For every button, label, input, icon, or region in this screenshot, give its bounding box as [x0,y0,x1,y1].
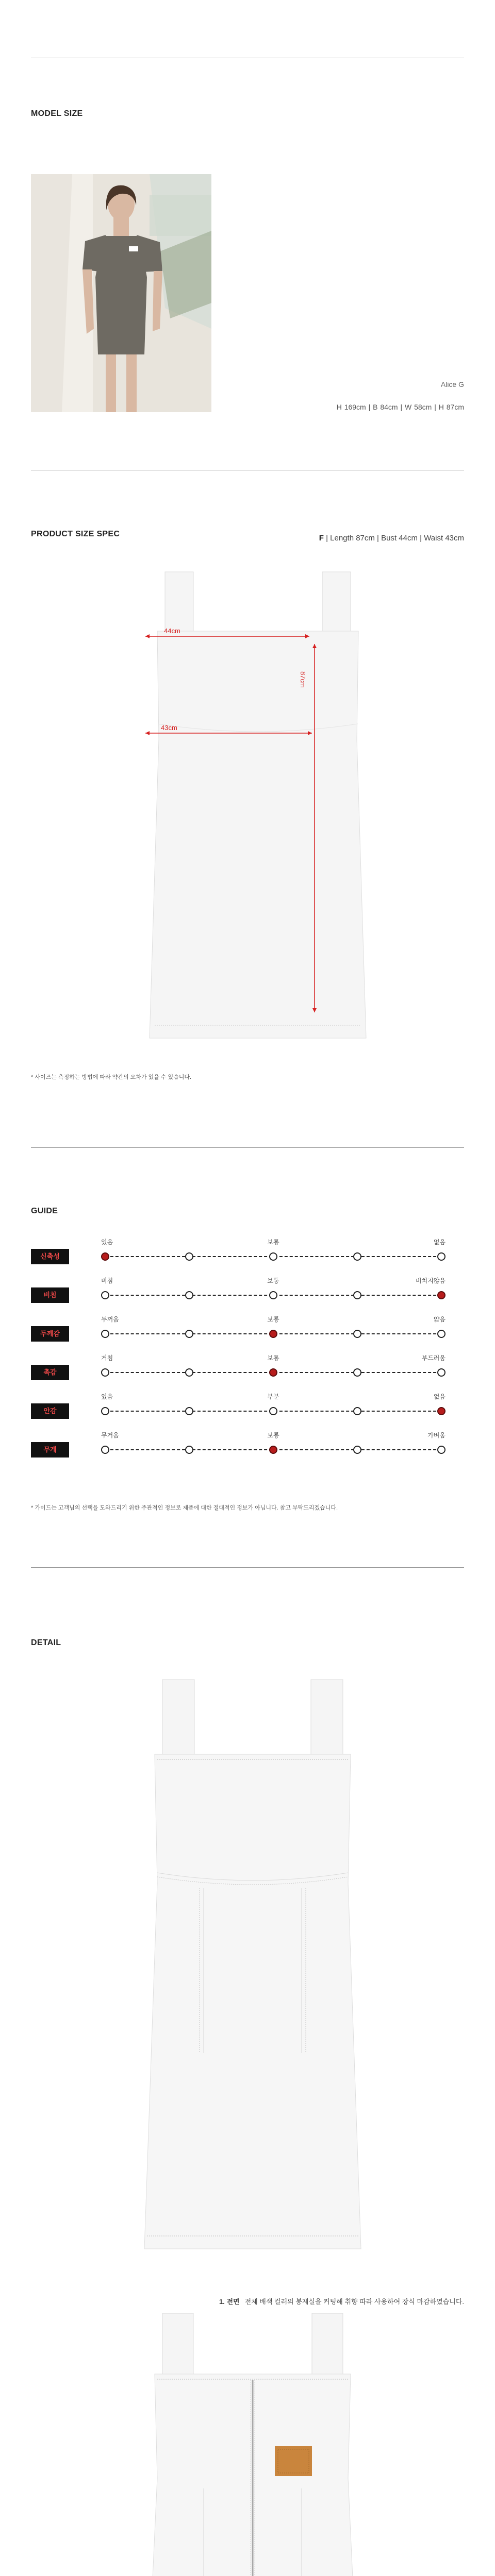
guide-dot [437,1446,446,1454]
size-spec-line [319,534,464,543]
front-detail-image [131,1677,374,2259]
guide-dot-selected [269,1368,277,1377]
guide-dot-selected [437,1407,446,1415]
guide-scale-mid-text: 보통 [267,1354,279,1362]
size-values: | Length 87cm | Bust 44cm | Waist 43cm [323,534,464,543]
front-caption-num: 1. 전면 [219,2298,240,2306]
guide-scale-right-text: 없음 [433,1239,446,1246]
guide-dot [353,1291,361,1299]
size-label: F [319,534,324,543]
guide-row-label: 촉감 [31,1365,69,1380]
guide-note: * 가이드는 고객님의 선택을 도와드리기 위한 주관적인 정보로 제품에 대한 절대적인 정보가 아닙니다. 참고 부탁드리겠습니다. [31,1505,338,1511]
guide-scale-right-text: 가벼움 [427,1432,446,1439]
front-caption [219,2296,464,2306]
divider-guide [31,1567,464,1568]
length-measure-label: 87cm [299,671,307,688]
size-note: * 사이즈는 측정하는 방법에 따라 약간의 오차가 있을 수 있습니다. [31,1074,192,1080]
guide-dot-selected [101,1252,109,1261]
guide-dot [101,1330,109,1338]
product-size-title: PRODUCT SIZE SPEC [31,530,120,538]
guide-scale-left-text: 있음 [101,1239,113,1246]
guide-row-label: 무게 [31,1442,69,1458]
guide-dot [269,1291,277,1299]
waist-measure-label: 43cm [161,724,177,732]
guide-scale-mid-text: 부분 [267,1393,279,1400]
guide-row [31,1353,464,1389]
guide-row-label: 두께감 [31,1326,69,1342]
guide-dot [185,1291,193,1299]
guide-dot [185,1407,193,1415]
guide-scale-mid-text: 보통 [267,1316,279,1323]
guide-dot-selected [269,1446,277,1454]
size-spec-illustration [134,569,382,1051]
guide-row [31,1238,464,1274]
guide-row-label: 비침 [31,1287,69,1303]
guide-scale-right-text: 비치지않음 [416,1277,446,1284]
guide-dot [269,1252,277,1261]
guide-dot [269,1407,277,1415]
front-caption-text: 전체 배색 컬러의 봉제실을 커팅해 취향 따라 사용하여 장식 마감하였습니다. [244,2298,464,2306]
guide-scale-mid-text: 보통 [267,1277,279,1284]
guide-dot [437,1368,446,1377]
guide-scale-left-text: 무거움 [101,1432,119,1439]
divider-spec [31,1147,464,1148]
guide-dot [353,1368,361,1377]
guide-dot [437,1330,446,1338]
guide-dot [353,1446,361,1454]
guide-dot [437,1252,446,1261]
guide-dot [101,1446,109,1454]
back-detail-image [131,2313,374,2576]
guide-dot [185,1368,193,1377]
guide-row [31,1392,464,1428]
guide-row [31,1431,464,1467]
guide-scale-left-text: 거침 [101,1354,113,1362]
guide-dot [353,1330,361,1338]
bust-measure-label: 44cm [164,627,180,635]
guide-dot [353,1407,361,1415]
guide-row-label: 안감 [31,1403,69,1419]
guide-row-label: 신축성 [31,1249,69,1264]
guide-dot-selected [269,1330,277,1338]
guide-scale-right-text: 없음 [433,1393,446,1400]
guide-scale-right-text: 부드러움 [421,1354,446,1362]
model-name: Alice G [440,380,464,388]
model-measurements: H 169cm | B 84cm | W 58cm | H 87cm [336,403,464,411]
detail-title: DETAIL [31,1638,61,1647]
guide-dot [185,1446,193,1454]
guide-dot [101,1407,109,1415]
guide-scale-left-text: 있음 [101,1393,113,1400]
guide-title: GUIDE [31,1207,58,1215]
model-photo [31,174,211,412]
guide-scale-mid-text: 보통 [267,1239,279,1246]
guide-dot [353,1252,361,1261]
guide-row [31,1276,464,1312]
guide-scale-left-text: 두꺼움 [101,1316,119,1323]
guide-dot [101,1368,109,1377]
guide-row [31,1315,464,1351]
guide-scale-left-text: 비침 [101,1277,113,1284]
guide-dot-selected [437,1291,446,1299]
guide-dot [185,1330,193,1338]
guide-scale-right-text: 얇음 [433,1316,446,1323]
guide-dot [101,1291,109,1299]
guide-scale-mid-text: 보통 [267,1432,279,1439]
guide-dot [185,1252,193,1261]
model-size-title: MODEL SIZE [31,109,83,118]
